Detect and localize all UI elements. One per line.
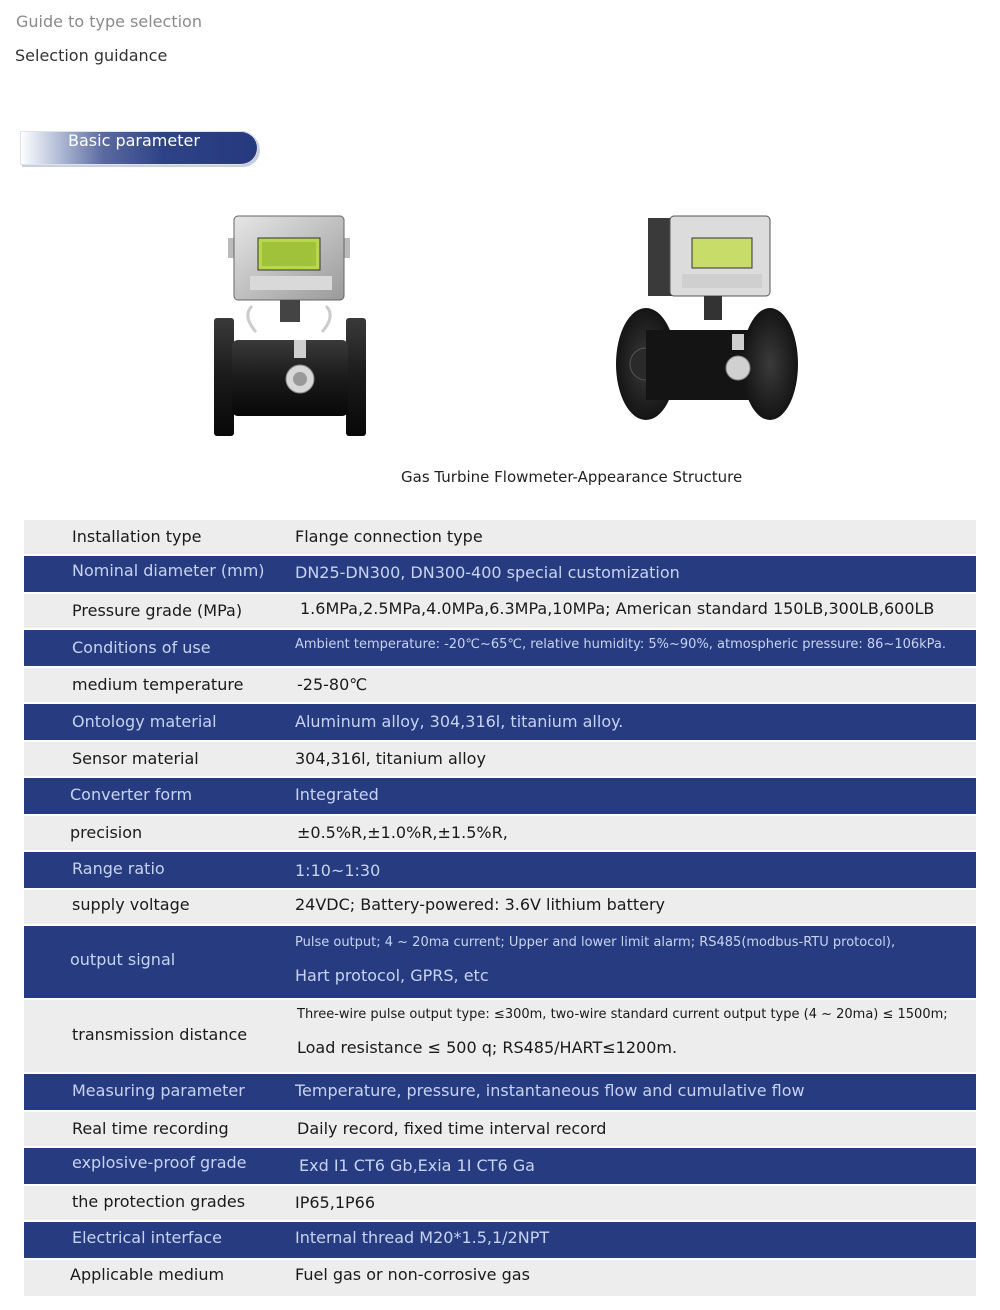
row-value-line2: Hart protocol, GPRS, etc bbox=[295, 966, 489, 985]
row-value: Daily record, fixed time interval record bbox=[297, 1119, 607, 1138]
row-value: Internal thread M20*1.5,1/2NPT bbox=[295, 1228, 550, 1247]
row-label: transmission distance bbox=[72, 1025, 248, 1044]
guide-heading: Guide to type selection bbox=[16, 12, 202, 31]
section-title: Basic parameter bbox=[68, 131, 200, 150]
row-value: IP65,1P66 bbox=[295, 1193, 375, 1212]
table-row bbox=[24, 704, 976, 740]
table-row bbox=[24, 1000, 976, 1072]
row-value: DN25-DN300, DN300-400 special customization bbox=[295, 563, 680, 582]
row-value: 1:10~1:30 bbox=[295, 861, 381, 880]
table-row bbox=[24, 1074, 976, 1110]
table-row bbox=[24, 1260, 976, 1296]
row-value: -25-80℃ bbox=[297, 675, 368, 694]
table-row bbox=[24, 1112, 976, 1146]
row-label: Applicable medium bbox=[70, 1265, 225, 1284]
table-row bbox=[24, 742, 976, 776]
row-label: precision bbox=[70, 823, 143, 842]
row-label: medium temperature bbox=[72, 675, 244, 694]
table-row bbox=[24, 1148, 976, 1184]
table-row bbox=[24, 852, 976, 888]
row-label: explosive-proof grade bbox=[72, 1153, 247, 1172]
table-row bbox=[24, 890, 976, 924]
parameter-table bbox=[24, 520, 976, 1296]
flowmeter-image-side bbox=[612, 214, 802, 438]
row-value-line2: Load resistance ≤ 500 q; RS485/HART≤1200m. bbox=[297, 1038, 678, 1057]
row-label: output signal bbox=[70, 950, 176, 969]
row-label: Sensor material bbox=[72, 749, 199, 768]
guidance-heading: Selection guidance bbox=[15, 46, 168, 65]
row-value: ±0.5%R,±1.0%R,±1.5%R, bbox=[297, 823, 508, 842]
table-row bbox=[24, 778, 976, 814]
row-value: Ambient temperature: -20℃~65℃, relative humidity: 5%~90%, atmospheric pressure: 86~106kPa. bbox=[295, 637, 947, 652]
table-row bbox=[24, 556, 976, 592]
row-value: Flange connection type bbox=[295, 527, 483, 546]
row-label: Installation type bbox=[72, 527, 202, 546]
flowmeter-image-front bbox=[210, 214, 370, 438]
row-value: 304,316l, titanium alloy bbox=[295, 749, 486, 768]
row-label: Conditions of use bbox=[72, 638, 211, 657]
row-label: Pressure grade (MPa) bbox=[72, 601, 243, 620]
row-label: Ontology material bbox=[72, 712, 217, 731]
table-row bbox=[24, 668, 976, 702]
row-label: Range ratio bbox=[72, 859, 165, 878]
row-label: supply voltage bbox=[72, 895, 190, 914]
row-value: 24VDC; Battery-powered: 3.6V lithium battery bbox=[295, 895, 665, 914]
row-label: Measuring parameter bbox=[72, 1081, 245, 1100]
table-row bbox=[24, 520, 976, 554]
row-value: Aluminum alloy, 304,316l, titanium alloy. bbox=[295, 712, 624, 731]
row-value: Fuel gas or non-corrosive gas bbox=[295, 1265, 530, 1284]
row-value: Exd I1 CT6 Gb,Exia 1I CT6 Ga bbox=[299, 1156, 535, 1175]
row-label: the protection grades bbox=[72, 1192, 246, 1211]
row-label: Electrical interface bbox=[72, 1228, 222, 1247]
row-label: Converter form bbox=[70, 785, 193, 804]
row-value: 1.6MPa,2.5MPa,4.0MPa,6.3MPa,10MPa; American standard 150LB,300LB,600LB bbox=[300, 599, 935, 618]
row-label: Nominal diameter (mm) bbox=[72, 561, 265, 580]
table-row bbox=[24, 1222, 976, 1258]
section-title-pill bbox=[20, 131, 258, 165]
row-label: Real time recording bbox=[72, 1119, 229, 1138]
row-value-line1: Pulse output; 4 ~ 20ma current; Upper and lower limit alarm; RS485(modbus-RTU protocol), bbox=[295, 935, 896, 950]
table-row bbox=[24, 1186, 976, 1220]
row-value: Integrated bbox=[295, 785, 379, 804]
row-value: Temperature, pressure, instantaneous flow and cumulative flow bbox=[295, 1081, 805, 1100]
row-value-line1: Three-wire pulse output type: ≤300m, two-wire standard current output type (4 ~ 20ma) ≤ 1500m; bbox=[297, 1007, 948, 1022]
table-row bbox=[24, 816, 976, 850]
table-row bbox=[24, 926, 976, 998]
figure-caption: Gas Turbine Flowmeter-Appearance Structure bbox=[401, 468, 743, 486]
table-row bbox=[24, 594, 976, 628]
table-row bbox=[24, 630, 976, 666]
